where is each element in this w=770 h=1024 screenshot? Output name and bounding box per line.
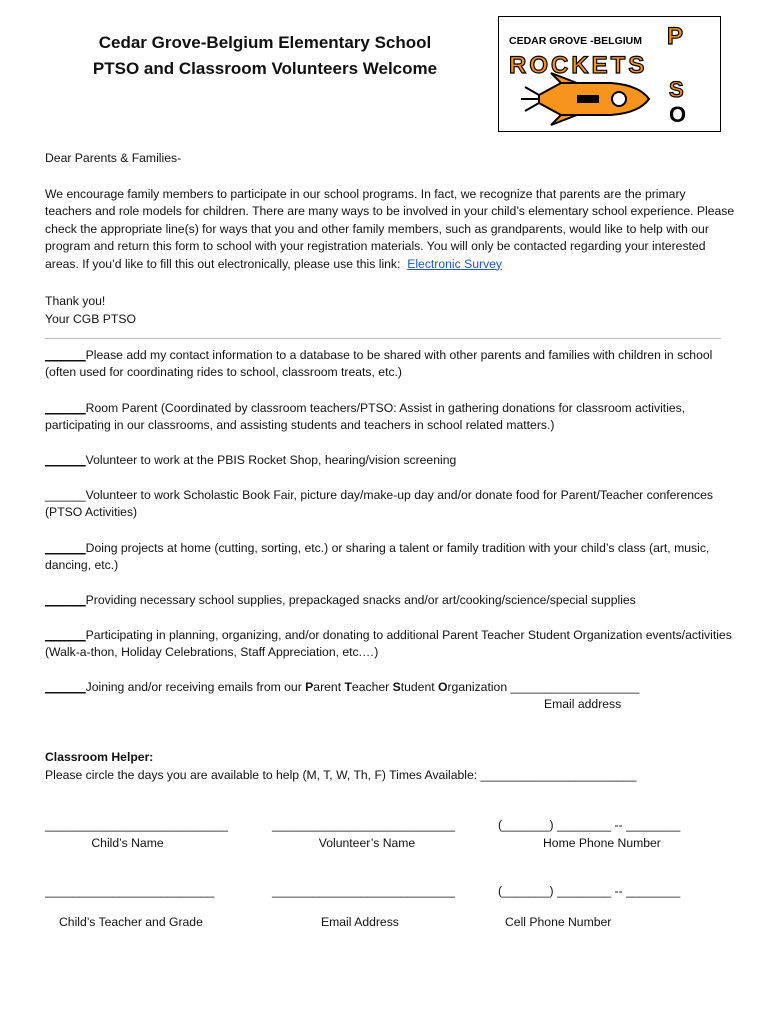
rocket-icon — [521, 73, 649, 125]
page-title-line2: PTSO and Classroom Volunteers Welcome — [92, 59, 438, 78]
email-line[interactable]: ___________________________ — [272, 884, 456, 898]
email-address-field-label: Email Address — [321, 915, 399, 929]
teacher-grade-label: Child’s Teacher and Grade — [59, 915, 203, 929]
logo-top-text: CEDAR GROVE -BELGIUM — [509, 35, 643, 47]
email-address-label: Email address — [544, 697, 622, 711]
acronym-p: P — [305, 680, 314, 694]
option-text: Volunteer to work at the PBIS Rocket Shop, hearing/vision screening — [85, 453, 457, 467]
option-text: Doing projects at home (cutting, sorting, etc.) or sharing a talent or family tradition with your child’s class (art, music, dancing, etc.) — [45, 541, 710, 573]
signature: Your CGB PTSO — [45, 312, 136, 326]
option-emails[interactable] — [45, 679, 735, 696]
divider — [45, 338, 721, 339]
option-text: Joining and/or receiving emails from our — [85, 680, 306, 694]
checkbox-line[interactable]: ______ — [45, 401, 86, 415]
rockets-ptso-logo — [498, 16, 721, 132]
letter-body — [45, 186, 735, 273]
option-contact-database[interactable] — [45, 347, 735, 382]
option-supplies[interactable] — [45, 592, 735, 609]
checkbox-line[interactable]: ______ — [45, 541, 86, 555]
option-text: Participating in planning, organizing, and/or donating to additional Parent Teacher Student Organization events/activities (Walk-a-thon, Holiday Celebrations, Staff Appreciation, etc.…) — [45, 628, 732, 660]
option-text: Please add my contact information to a database to be shared with other parents and families with children in school (often used for coordinating rides to school, classroom treats, etc.) — [45, 348, 713, 380]
option-rocket-shop[interactable] — [45, 452, 735, 469]
checkbox-line[interactable]: ______ — [45, 628, 86, 642]
page-title-line1: Cedar Grove-Belgium Elementary School — [98, 33, 432, 52]
acronym-o: O — [438, 680, 448, 694]
option-text: Providing necessary school supplies, prepackaged snacks and/or art/cooking/science/special supplies — [85, 593, 636, 607]
checkbox-line[interactable]: ______ — [45, 488, 86, 502]
home-phone-line[interactable]: (_______) ________ -- ________ — [498, 818, 681, 832]
logo-letter-p: P — [667, 23, 684, 50]
acronym-s: S — [392, 680, 401, 694]
child-name-line[interactable]: ___________________________ — [45, 818, 229, 832]
checkbox-line[interactable]: ______ — [45, 593, 86, 607]
checkbox-line[interactable]: ______ — [45, 680, 86, 694]
logo-letter-s: S — [669, 77, 684, 102]
classroom-helper-text[interactable]: Please circle the days you are available to help (M, T, W, Th, F) Times Available: _______________________ — [45, 768, 637, 782]
checkbox-line[interactable]: ______ — [45, 453, 86, 467]
cell-phone-line[interactable]: (_______) ________ -- ________ — [498, 884, 681, 898]
option-text: arent — [313, 680, 345, 694]
greeting: Dear Parents & Families- — [45, 151, 182, 165]
cell-phone-label: Cell Phone Number — [505, 915, 612, 929]
letter-body-text: We encourage family members to participate in our school programs. In fact, we recognize that parents are the primary teachers and role models for children. There are many ways to be involved in your child’s elementary school experience. Please check the appropriate line(s) for ways that you and other family members, such as grandparents, would like to help with our program and return this form to school with your registration materials. You will only be contacted regarding your interested areas. If you’d like to fill this out electronically, please use this link: — [45, 187, 735, 271]
teacher-grade-line[interactable]: _________________________ — [45, 884, 215, 898]
option-room-parent[interactable] — [45, 400, 735, 435]
child-name-label: Child’s Name — [91, 836, 164, 850]
classroom-helper-heading: Classroom Helper: — [45, 750, 154, 764]
option-text: Volunteer to work Scholastic Book Fair, picture day/make-up day and/or donate food for Parent/Teacher conferences (PTSO Activities) — [45, 488, 714, 520]
option-home-projects[interactable] — [45, 540, 735, 575]
rocket-logo-image — [499, 17, 719, 130]
home-phone-label: Home Phone Number — [543, 836, 661, 850]
thank-you: Thank you! — [45, 294, 106, 308]
logo-letter-o: O — [669, 102, 687, 127]
logo-rockets-word: ROCKETS — [509, 52, 648, 79]
option-text: eacher — [351, 680, 393, 694]
volunteer-name-label: Volunteer’s Name — [318, 836, 416, 850]
email-input-line[interactable]: ___________________ — [510, 680, 640, 694]
option-book-fair[interactable] — [45, 487, 735, 522]
option-text: rganization — [447, 680, 511, 694]
option-events[interactable] — [45, 627, 735, 662]
acronym-t: T — [344, 680, 352, 694]
checkbox-line[interactable]: ______ — [45, 348, 86, 362]
electronic-survey-link[interactable]: Electronic Survey — [407, 256, 503, 271]
option-text: tudent — [400, 680, 438, 694]
volunteer-name-line[interactable]: ___________________________ — [272, 818, 456, 832]
option-text: Room Parent (Coordinated by classroom teachers/PTSO: Assist in gathering donations for classroom activities, participating in our classrooms, and assisting students and teachers in school related matters.) — [45, 401, 686, 433]
